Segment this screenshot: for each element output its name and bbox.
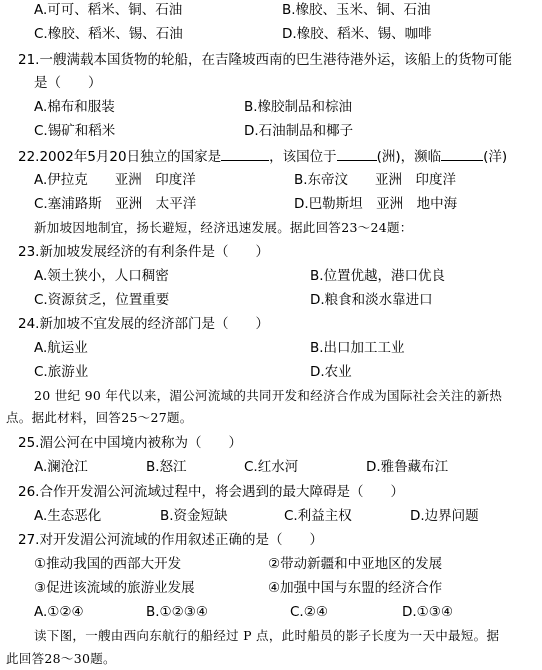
q27-item-4: ④加强中国与东盟的经济合作 (268, 580, 443, 596)
q27-item-3: ③促进该流域的旅游业发展 (34, 580, 195, 596)
q22-stem-part3: (洲)，濒临 (376, 149, 442, 165)
q22-stem-part4: (洋) (483, 149, 508, 165)
q22-option-b: B.东帝汶 亚洲 印度洋 (294, 172, 457, 188)
q20-option-b: B.橡胶、玉米、铜、石油 (282, 2, 431, 18)
q27-item-1: ①推动我国的西部大开发 (34, 556, 182, 572)
passage-mekong-line1: 20 世纪 90 年代以来，湄公河流域的共同开发和经济合作成为国际社会关注的新热 (34, 388, 503, 403)
q22-option-a: A.伊拉克 亚洲 印度洋 (34, 172, 196, 188)
q23-option-c: C.资源贫乏，位置重要 (34, 292, 170, 308)
q22-stem-part1: 22.2002年5月20日独立的国家是 (18, 149, 222, 165)
q25-option-d: D.雅鲁藏布江 (366, 459, 449, 475)
q21-stem-line2: 是（ ） (34, 75, 102, 91)
q23-option-d: D.粮食和淡水靠进口 (310, 292, 433, 308)
q21-stem-line1: 21.一艘满载本国货物的轮船，在吉隆坡西南的巴生港待港外运，该船上的货物可能 (18, 52, 512, 68)
q20-option-d: D.橡胶、稻米、锡、咖啡 (282, 26, 432, 42)
q26-option-d: D.边界问题 (410, 508, 479, 524)
q23-option-a: A.领土狭小，人口稠密 (34, 268, 169, 284)
q25-option-a: A.澜沧江 (34, 459, 88, 475)
q27-stem: 27.对开发湄公河流域的作用叙述正确的是（ ） (18, 532, 323, 548)
q22-blank-country (221, 146, 269, 161)
q26-stem: 26.合作开发湄公河流域过程中，将会遇到的最大障碍是（ ） (18, 484, 404, 500)
q23-stem: 23.新加坡发展经济的有利条件是（ ） (18, 244, 269, 260)
q22-option-d: D.巴勒斯坦 亚洲 地中海 (294, 196, 458, 212)
q20-option-a: A.可可、稻米、铜、石油 (34, 2, 183, 18)
q24-option-b: B.出口加工工业 (310, 340, 405, 356)
q24-option-a: A.航运业 (34, 340, 88, 356)
q22-option-c: C.塞浦路斯 亚洲 太平洋 (34, 196, 197, 212)
q24-option-d: D.农业 (310, 364, 352, 380)
q27-option-d: D.①③④ (402, 604, 453, 620)
q21-option-a: A.棉布和服装 (34, 99, 115, 115)
q25-option-c: C.红水河 (244, 459, 299, 475)
q27-option-c: C.②④ (290, 604, 328, 620)
passage-singapore: 新加坡因地制宜，扬长避短，经济迅速发展。据此回答23～24题： (34, 220, 413, 235)
q22-blank-continent (337, 146, 377, 161)
q25-option-b: B.怒江 (146, 459, 187, 475)
q22-blank-ocean (441, 146, 483, 161)
q21-option-b: B.橡胶制品和棕油 (244, 99, 353, 115)
q21-option-d: D.石油制品和椰子 (244, 123, 354, 139)
q27-option-a: A.①②④ (34, 604, 84, 620)
q22-stem (18, 146, 507, 166)
q27-option-b: B.①②③④ (146, 604, 208, 620)
passage-ship-line2: 此回答28～30题。 (6, 651, 116, 666)
q26-option-a: A.生态恶化 (34, 508, 102, 524)
q20-option-c: C.橡胶、稻米、锡、石油 (34, 26, 183, 42)
q21-option-c: C.锡矿和稻米 (34, 123, 116, 139)
q25-stem: 25.湄公河在中国境内被称为（ ） (18, 435, 242, 451)
q24-option-c: C.旅游业 (34, 364, 89, 380)
q27-item-2: ②带动新疆和中亚地区的发展 (268, 556, 443, 572)
passage-mekong-line2: 点。据此材料，回答25～27题。 (6, 410, 193, 425)
q26-option-b: B.资金短缺 (160, 508, 228, 524)
q23-option-b: B.位置优越，港口优良 (310, 268, 446, 284)
q24-stem: 24.新加坡不宜发展的经济部门是（ ） (18, 316, 269, 332)
q22-stem-part2: ，该国位于 (269, 149, 337, 165)
passage-ship-line1: 读下图，一艘由西向东航行的船经过 P 点，此时船员的影子长度为一天中最短。据 (34, 628, 500, 643)
q26-option-c: C.利益主权 (284, 508, 352, 524)
